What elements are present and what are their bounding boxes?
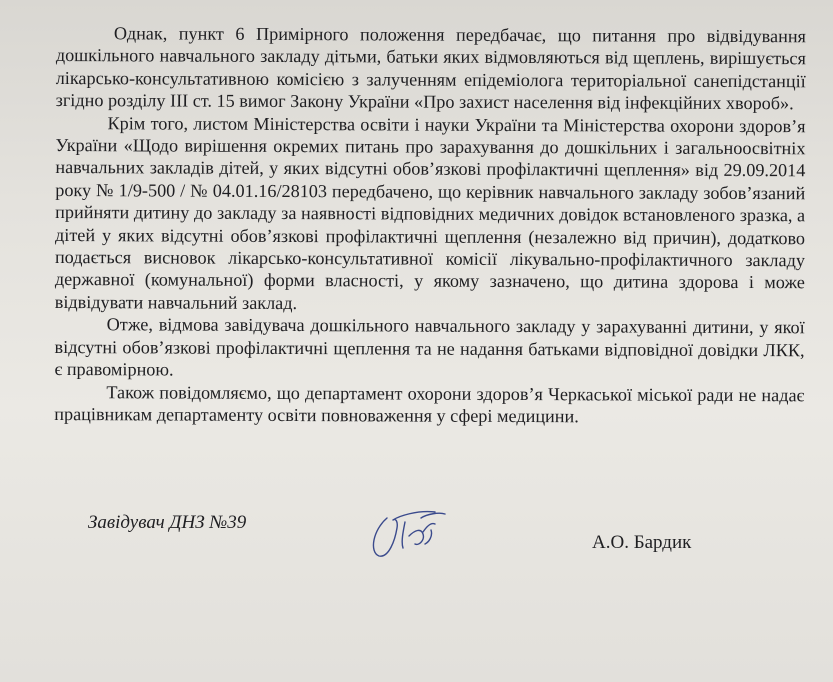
signer-name: А.О. Бардик	[592, 532, 692, 553]
position-title: Завідувач ДНЗ №39	[88, 512, 247, 533]
paragraph-3: Отже, відмова завідувача дошкільного навчального закладу у зарахуванні дитини, у якої відсутні обов’язкові профілактичні щеплення та не надання батьками відповідної довідки ЛКК, є правомірною.	[54, 314, 805, 380]
handwritten-signature	[365, 500, 455, 560]
paragraph-4: Також повідомляємо, що департамент охорони здоров’я Черкаської міської ради не надає працівникам департаменту освіти повноваження у сфері медицини.	[54, 381, 805, 427]
paragraph-1: Однак, пункт 6 Примірного положення передбачає, що питання про відвідування дошкільного навчального закладу дітьми, батьки яких відмовляються від щеплень, вирішується лікарсько-консультативною комісією з залученням епідеміолога територіальної санепідстанції згідно розділу ІІІ ст. 15 вимог Закону України «Про захист населення від інфекційних хвороб».	[55, 23, 806, 114]
paragraph-2: Крім того, листом Міністерства освіти і науки України та Міністерства охорони здоров’я України «Щодо вирішення окремих питань про зарахування до дошкільних і загальноосвітніх навчальних закладів дітей, у яких відсутні обов’язкові профілактичні щеплення» від 29.09.2014 року № 1/9-500 / № 04.01.16/28103 передбачено, що керівник навчального закладу зобов’язаний прийняти дитину до закладу за наявності відповідних медичних довідок встановленого зразка, а дітей у яких відсутні обов’язкові профілактичні щеплення (незалежно від причин), додатково подається висновок лікарсько-консультативної комісії лікувально-профілактичного закладу державної (комунальної) форми власності, у якому зазначено, що дитина здорова і може відвідувати навчальний заклад.	[54, 112, 806, 313]
letter-body	[54, 22, 806, 429]
